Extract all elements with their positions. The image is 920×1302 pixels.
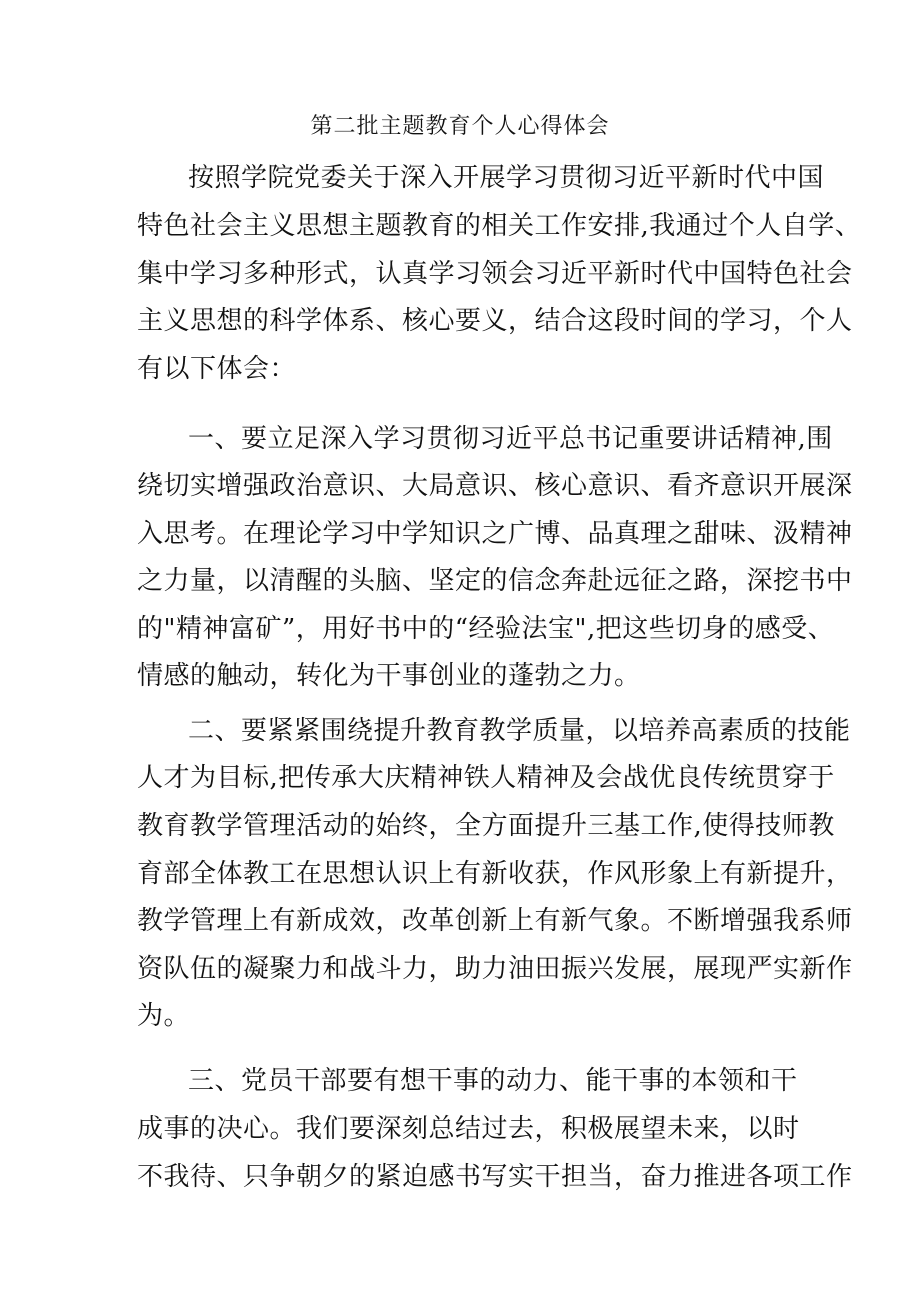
- paragraph-line: 绕切实增强政治意识、大局意识、核心意识、看齐意识开展深: [137, 471, 853, 501]
- paragraph-line: 育部全体教工在思想认识上有新收获，作风形象上有新提升，: [137, 859, 853, 889]
- document-title: 第二批主题教育个人心得体会: [310, 114, 610, 139]
- paragraph-line: 不我待、只争朝夕的紧迫感书写实干担当，奋力推进各项工作: [137, 1162, 853, 1192]
- paragraph-line: 教学管理上有新成效，改革创新上有新气象。不断增强我系师: [137, 906, 853, 936]
- paragraph-line: 入思考。在理论学习中学知识之广博、品真理之甜味、汲精神: [137, 519, 853, 549]
- paragraph-line: 的"精神富矿”，用好书中的“经验法宝",把这些切身的感受、: [137, 614, 835, 644]
- paragraph-line: 按照学院党委关于深入开展学习贯彻习近平新时代中国: [188, 163, 825, 193]
- paragraph-line: 三、党员干部要有想干事的动力、能干事的本领和干: [188, 1066, 798, 1096]
- paragraph-line: 成事的决心。我们要深刻总结过去，积极展望未来，以时: [137, 1114, 800, 1144]
- paragraph-line: 人才为目标,把传承大庆精神铁人精神及会战优良传统贯穿于: [137, 763, 835, 793]
- paragraph-line: 情感的触动，转化为干事创业的蓬勃之力。: [137, 661, 641, 691]
- paragraph-line: 二、要紧紧围绕提升教育教学质量，以培养高素质的技能: [188, 716, 851, 746]
- paragraph-line: 有以下体会：: [137, 354, 297, 384]
- paragraph-line: 一、要立足深入学习贯彻习近平总书记重要讲话精神,围: [188, 424, 833, 454]
- paragraph-line: 之力量，以清醒的头脑、坚定的信念奔赴远征之路，深挖书中: [137, 566, 853, 596]
- paragraph-line: 主义思想的科学体系、核心要义，结合这段时间的学习，个人: [137, 306, 853, 336]
- paragraph-line: 资队伍的凝聚力和战斗力，助力油田振兴发展，展现严实新作: [137, 954, 853, 984]
- paragraph-line: 教育教学管理活动的始终，全方面提升三基工作,使得技师教: [137, 811, 835, 841]
- paragraph-line: 集中学习多种形式，认真学习领会习近平新时代中国特色社会: [137, 259, 853, 289]
- paragraph-line: 特色社会主义思想主题教育的相关工作安排,我通过个人自学、: [137, 211, 862, 241]
- paragraph-line: 为。: [137, 1001, 191, 1031]
